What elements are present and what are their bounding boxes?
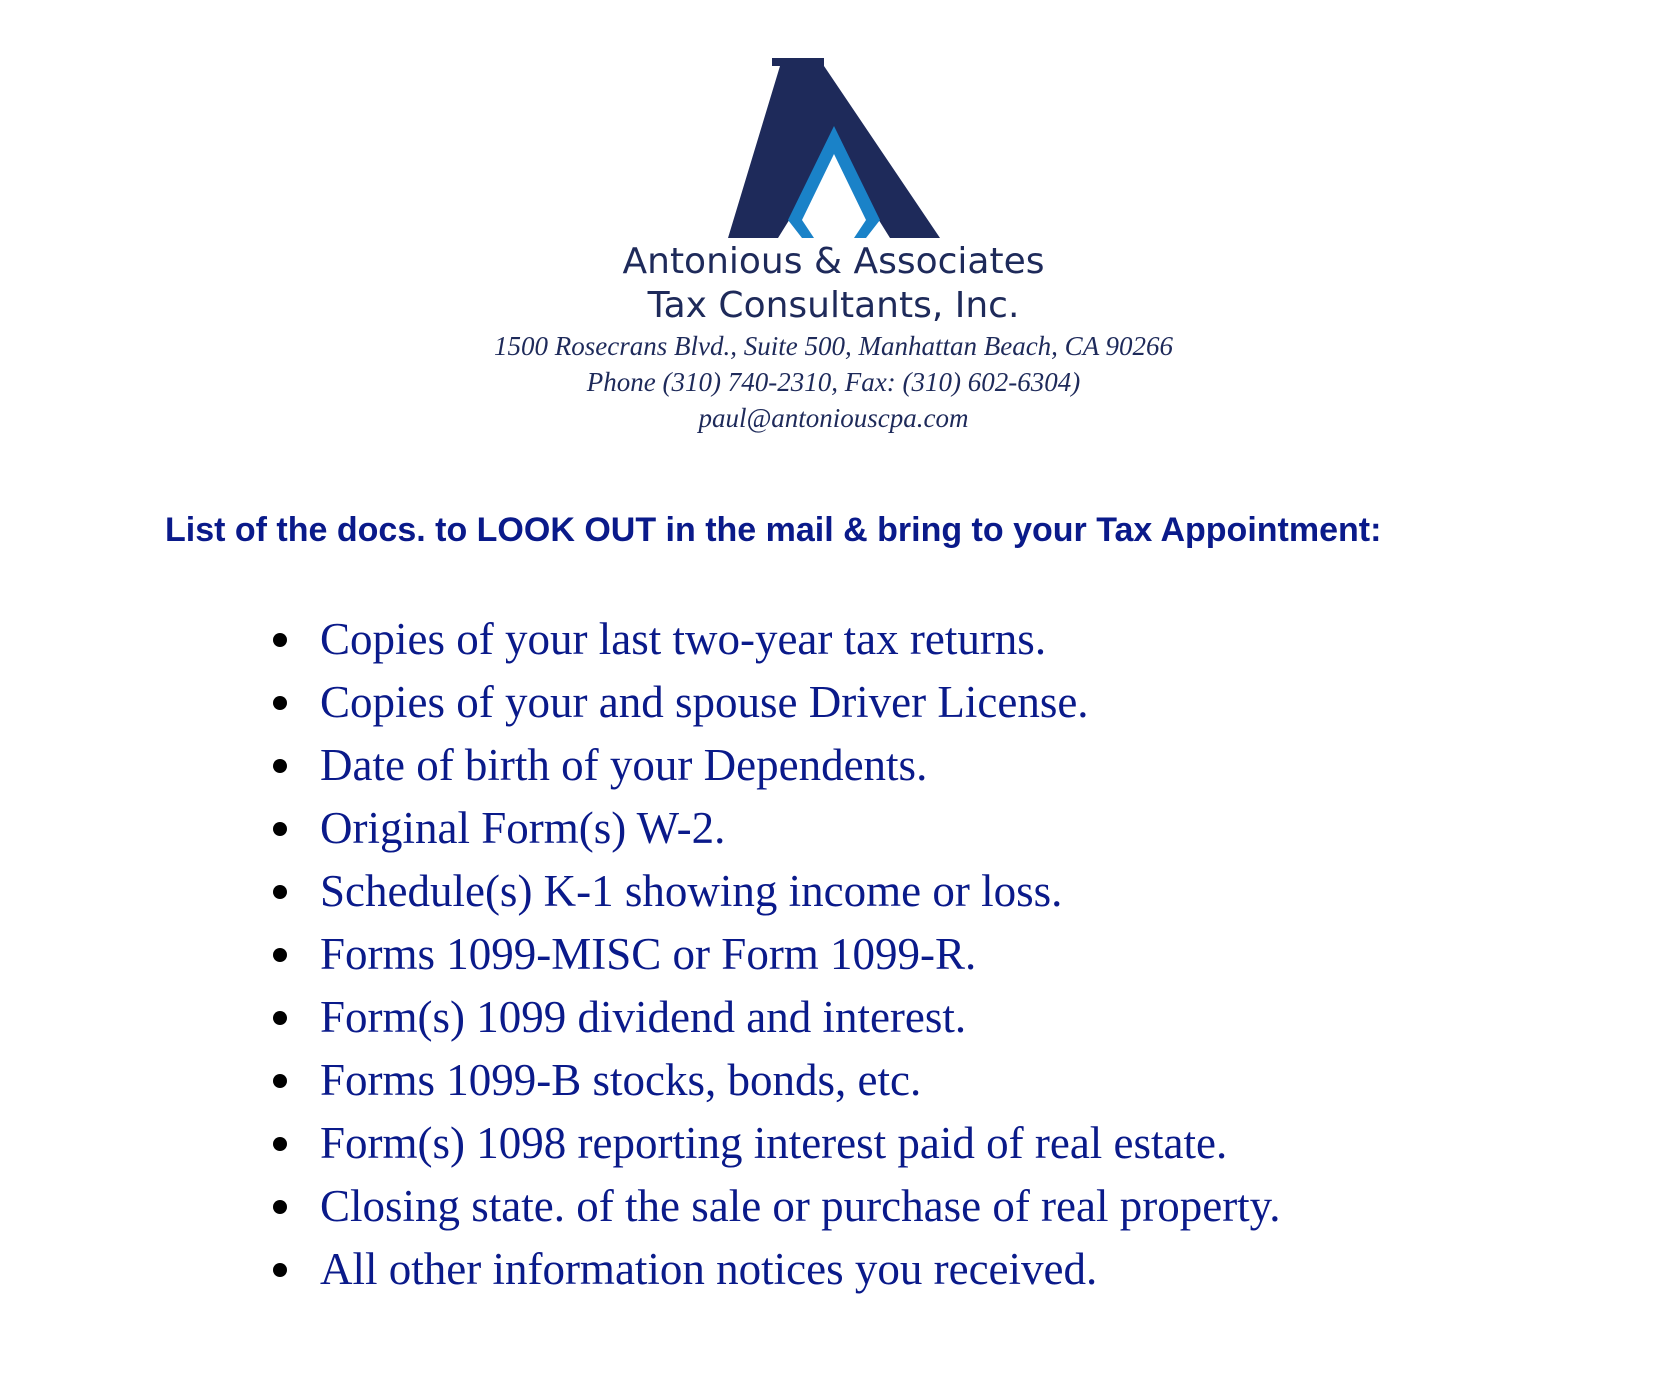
list-item xyxy=(268,923,1628,986)
contact-info xyxy=(0,328,1667,436)
list-item xyxy=(268,671,1628,734)
list-item-text: Forms 1099-B stocks, bonds, etc. xyxy=(320,1055,922,1105)
list-item-text: Form(s) 1098 reporting interest paid of real estate. xyxy=(320,1118,1228,1168)
phone-fax: Phone (310) 740-2310, Fax: (310) 602-6304) xyxy=(586,367,1081,397)
bullet-icon xyxy=(273,1074,287,1088)
list-item xyxy=(268,797,1628,860)
list-item-text: Form(s) 1099 dividend and interest. xyxy=(320,992,967,1042)
bullet-icon xyxy=(273,633,287,647)
company-name-line1: Antonious & Associates xyxy=(622,241,1045,282)
list-item xyxy=(268,1238,1628,1301)
email: paul@antoniouscpa.com xyxy=(698,403,969,433)
bullet-icon xyxy=(273,696,287,710)
list-item xyxy=(268,1175,1628,1238)
list-item-text: Copies of your last two-year tax returns. xyxy=(320,614,1047,664)
company-name-line2: Tax Consultants, Inc. xyxy=(647,285,1020,326)
list-item-text: Original Form(s) W-2. xyxy=(320,803,726,853)
list-item-text: Copies of your and spouse Driver License. xyxy=(320,677,1089,727)
list-item-text: Schedule(s) K-1 showing income or loss. xyxy=(320,866,1063,916)
list-item xyxy=(268,860,1628,923)
company-name xyxy=(0,240,1667,328)
bullet-icon xyxy=(273,822,287,836)
bullet-icon xyxy=(273,759,287,773)
bullet-icon xyxy=(273,885,287,899)
list-item xyxy=(268,734,1628,797)
bullet-icon xyxy=(273,1137,287,1151)
list-item-text: Date of birth of your Dependents. xyxy=(320,740,928,790)
address: 1500 Rosecrans Blvd., Suite 500, Manhattan Beach, CA 90266 xyxy=(494,331,1173,361)
bullet-icon xyxy=(273,1200,287,1214)
bullet-icon xyxy=(273,948,287,962)
list-item-text: Forms 1099-MISC or Form 1099-R. xyxy=(320,929,977,979)
list-item xyxy=(268,1112,1628,1175)
list-item-text: Closing state. of the sale or purchase of real property. xyxy=(320,1181,1281,1231)
bullet-icon xyxy=(273,1011,287,1025)
list-item xyxy=(268,1049,1628,1112)
list-item xyxy=(268,608,1628,671)
list-heading: List of the docs. to LOOK OUT in the mail & bring to your Tax Appointment: xyxy=(165,511,1382,549)
bullet-icon xyxy=(273,1263,287,1277)
document-list xyxy=(268,608,1628,1301)
letter-a-logo-icon xyxy=(728,58,940,238)
list-item-text: All other information notices you received. xyxy=(320,1244,1098,1294)
list-item xyxy=(268,986,1628,1049)
